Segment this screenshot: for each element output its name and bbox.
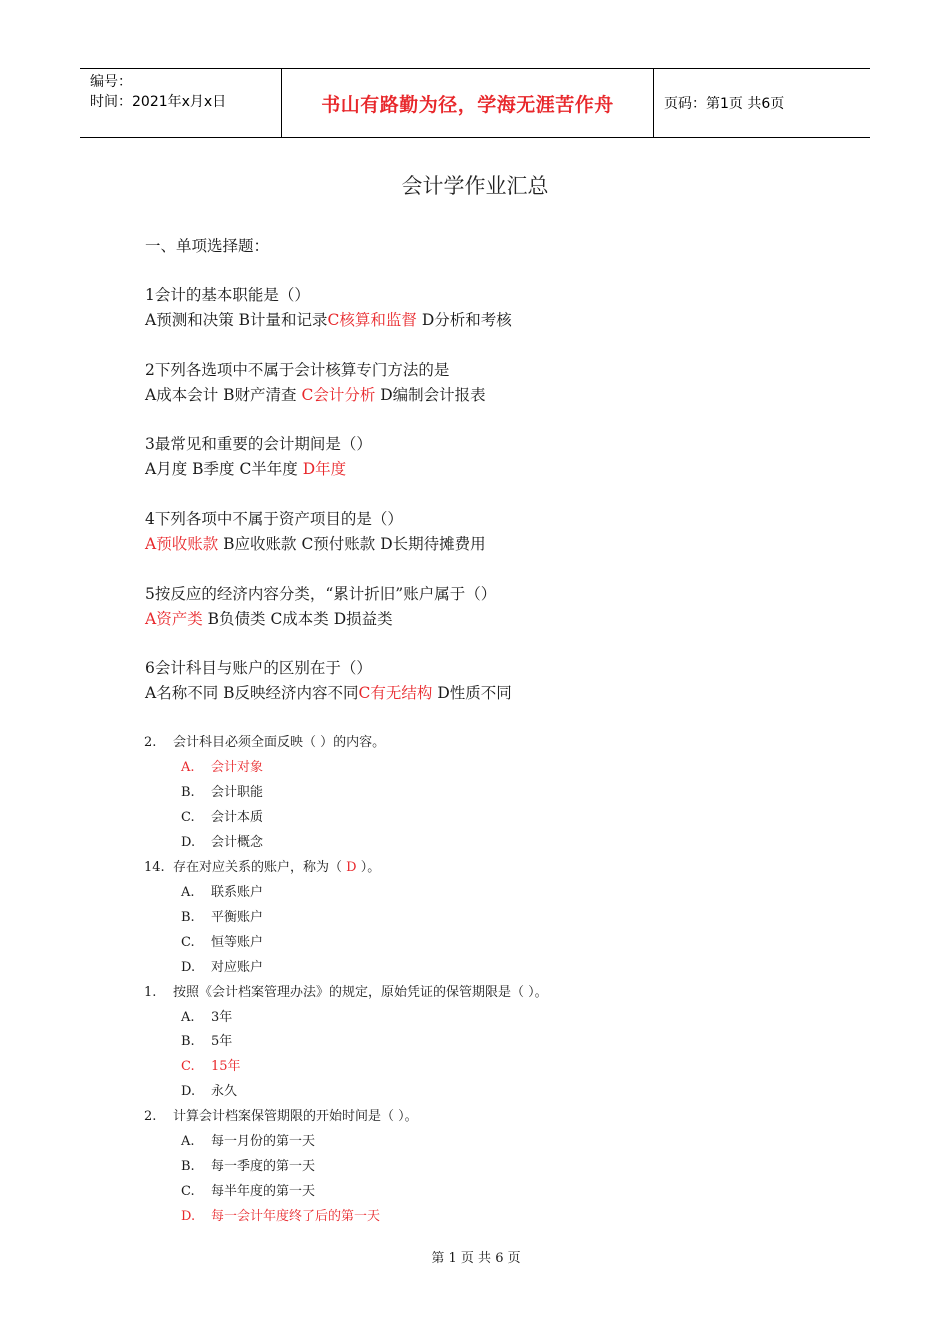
question-5: 5按反应的经济内容分类，“累计折旧”账户属于（） [145, 585, 497, 603]
options-text: D分析和考核 [416, 311, 512, 329]
options-2 [145, 385, 486, 405]
option-text: 会计职能 [211, 785, 264, 800]
options-6 [145, 683, 512, 703]
question-2: 2下列各选项中不属于会计核算专门方法的是 [145, 361, 450, 379]
small-question-text [173, 859, 380, 877]
option-letter: A. [181, 1134, 195, 1149]
option-text: 平衡账户 [211, 910, 264, 925]
option-text: 每一会计年度终了后的第一天 [211, 1209, 381, 1224]
header-page-cell [654, 69, 870, 137]
option-letter: C. [181, 1059, 195, 1074]
footer-page-number: 第 1 页 共 6 页 [431, 1251, 521, 1266]
question-text: 存在对应关系的账户，称为（ [173, 860, 347, 875]
option-letter: D. [181, 960, 196, 975]
question-6: 6会计科目与账户的区别在于（） [145, 659, 372, 677]
answer-highlight: D [346, 860, 357, 875]
options-3 [145, 459, 346, 479]
number-label: 编号： [90, 74, 132, 90]
doc-title: 会计学作业汇总 [401, 174, 549, 198]
option-text: 3年 [211, 1010, 233, 1025]
answer-highlight: A预收账款 [145, 535, 219, 553]
option-letter: D. [181, 1084, 196, 1099]
option-letter: B. [181, 1159, 195, 1174]
options-text: A月度 B季度 C半年度 [145, 460, 303, 478]
option-text: 永久 [211, 1084, 238, 1099]
option-text: 每一月份的第一天 [211, 1134, 316, 1149]
option-letter: B. [181, 910, 195, 925]
small-question-text: 计算会计档案保管期限的开始时间是（ ）。 [173, 1109, 418, 1124]
option-text: 会计对象 [211, 760, 264, 775]
option-text: 5年 [211, 1034, 233, 1049]
options-1 [145, 310, 512, 330]
answer-highlight: C会计分析 [301, 386, 376, 404]
option-letter: B. [181, 1034, 195, 1049]
options-text: D性质不同 [432, 684, 512, 702]
options-text: A成本会计 B财产清查 [145, 386, 302, 404]
section-heading: 一、单项选择题： [145, 237, 270, 255]
option-text: 15年 [211, 1059, 241, 1074]
options-5 [145, 609, 393, 629]
option-text: 会计本质 [211, 810, 264, 825]
small-question-text: 会计科目必须全面反映（ ）的内容。 [173, 735, 386, 750]
options-text: A名称不同 B反映经济内容不同 [145, 684, 359, 702]
options-text: D编制会计报表 [375, 386, 486, 404]
question-text: ）。 [356, 860, 381, 875]
question-4: 4下列各项中不属于资产项目的是（） [145, 510, 403, 528]
option-text: 对应账户 [211, 960, 264, 975]
page-info: 页码：第1页 共6页 [664, 96, 785, 112]
answer-highlight: C核算和监督 [327, 311, 417, 329]
option-text: 会计概念 [211, 835, 264, 850]
option-letter: C. [181, 810, 195, 825]
options-text: B负债类 C成本类 D损益类 [202, 610, 393, 628]
small-question-num: 2. [144, 735, 157, 750]
question-3: 3最常见和重要的会计期间是（） [145, 435, 372, 453]
small-question-text: 按照《会计档案管理办法》的规定，原始凭证的保管期限是（ ）。 [173, 985, 548, 1000]
question-1: 1会计的基本职能是（） [145, 286, 310, 304]
option-text: 每一季度的第一天 [211, 1159, 316, 1174]
option-text: 每半年度的第一天 [211, 1184, 316, 1199]
option-letter: A. [181, 1010, 195, 1025]
answer-highlight: A资产类 [145, 610, 203, 628]
small-question-num: 1. [144, 985, 157, 1000]
option-letter: D. [181, 1209, 196, 1224]
options-text: B应收账款 C预付账款 D长期待摊费用 [218, 535, 486, 553]
header-left-cell [80, 69, 281, 137]
small-question-num: 2. [144, 1109, 157, 1124]
option-text: 恒等账户 [211, 935, 264, 950]
date-label: 时间：2021年x月x日 [90, 94, 227, 110]
page-footer [0, 1247, 950, 1266]
option-letter: A. [181, 885, 195, 900]
option-text: 联系账户 [211, 885, 264, 900]
header-motto-cell [281, 69, 654, 137]
answer-highlight: D年度 [302, 460, 347, 478]
option-letter: B. [181, 785, 195, 800]
option-letter: D. [181, 835, 196, 850]
small-question-num: 14. [144, 860, 165, 875]
motto: 书山有路勤为径，学海无涯苦作舟 [321, 93, 614, 116]
page-header [80, 68, 870, 138]
option-letter: A. [181, 760, 195, 775]
answer-highlight: C有无结构 [358, 684, 433, 702]
option-letter: C. [181, 1184, 195, 1199]
options-text: A预测和决策 B计量和记录 [145, 311, 328, 329]
options-4 [145, 534, 486, 554]
option-letter: C. [181, 935, 195, 950]
